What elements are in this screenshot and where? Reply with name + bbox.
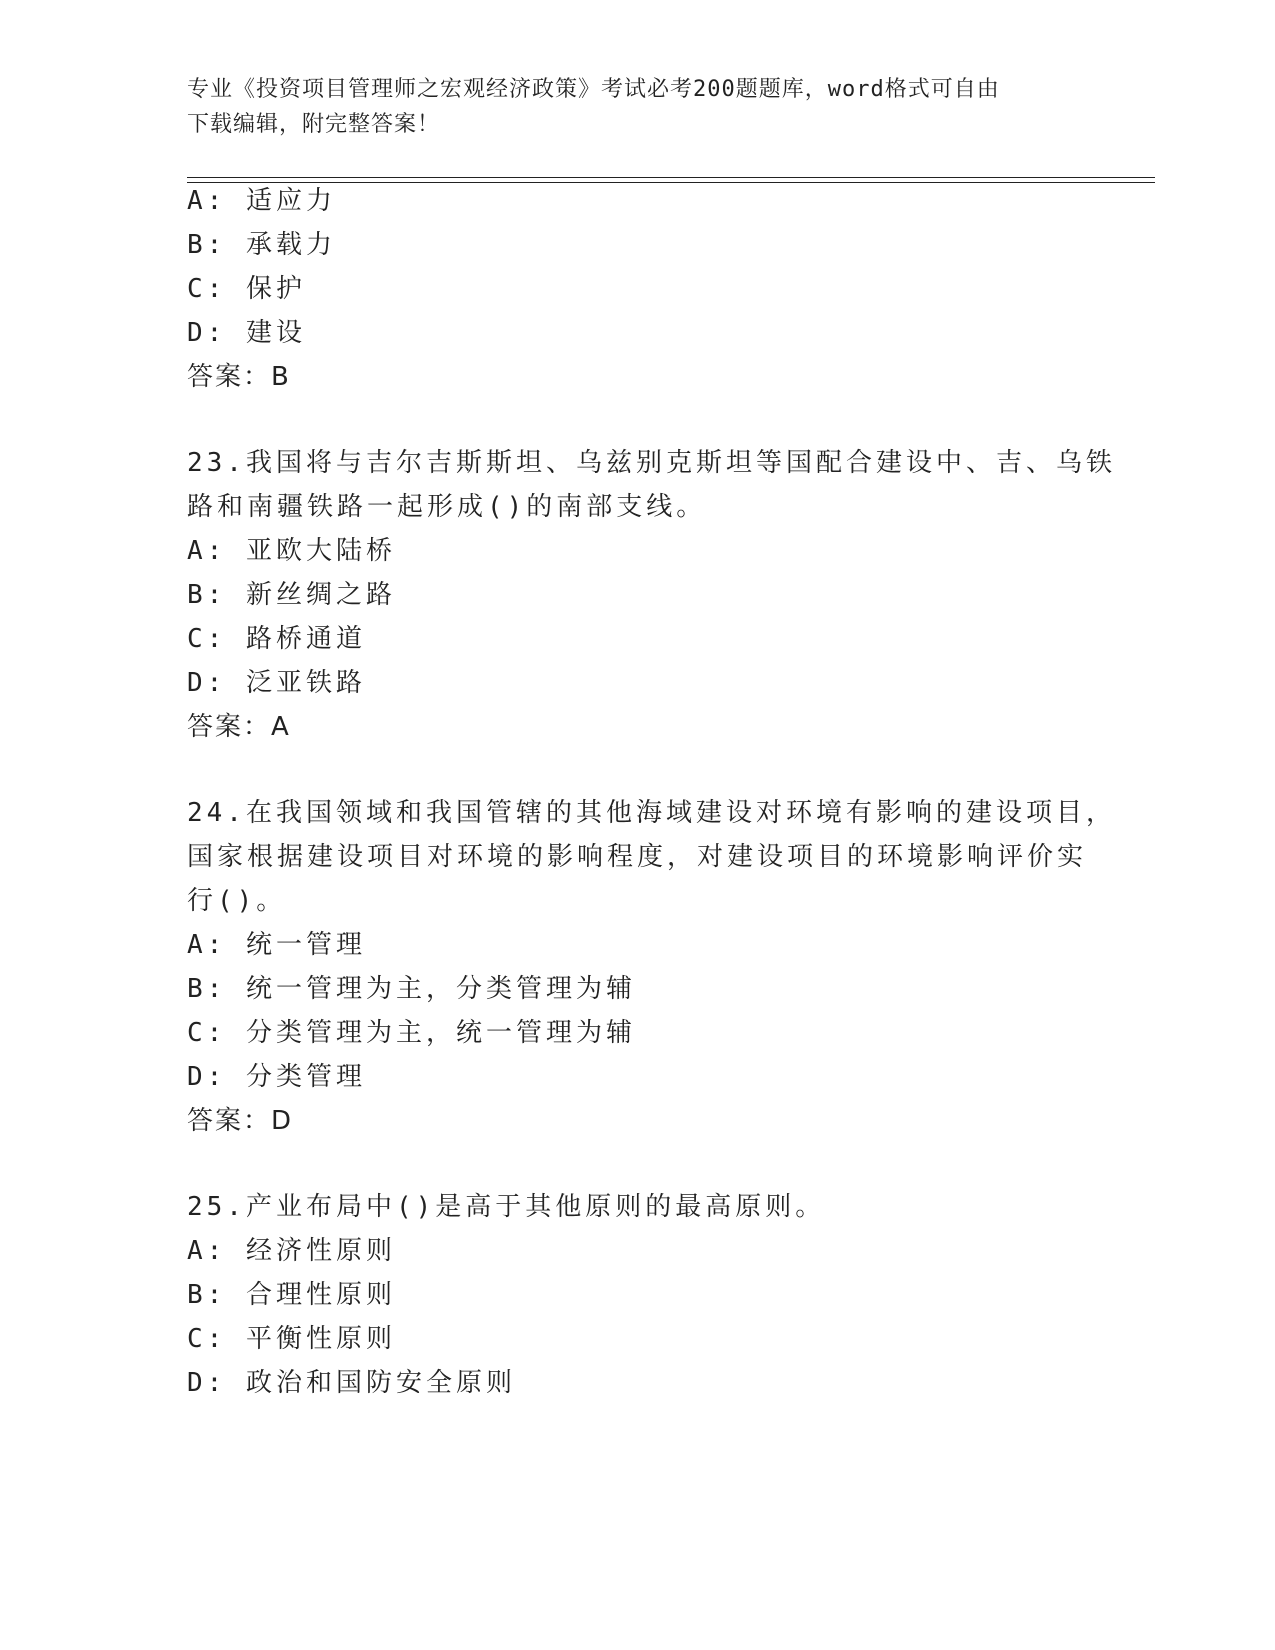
q24-option-a: A: 统一管理 — [187, 930, 366, 960]
prev-option-d: D: 建设 — [187, 318, 306, 348]
document-header — [187, 72, 1087, 142]
q24-option-c: C: 分类管理为主，统一管理为辅 — [187, 1018, 636, 1048]
prev-option-b: B: 承载力 — [187, 230, 336, 260]
q25-option-b: B: 合理性原则 — [187, 1280, 396, 1310]
q23-option-d: D: 泛亚铁路 — [187, 668, 366, 698]
header-line-1: 专业《投资项目管理师之宏观经济政策》考试必考200题题库，word格式可自由 — [187, 77, 1000, 102]
q23-answer: 答案：A — [187, 712, 291, 742]
q25-stem-line-1: 25.产业布局中()是高于其他原则的最高原则。 — [187, 1192, 826, 1222]
header-line-2: 下载编辑，附完整答案！ — [187, 112, 441, 137]
q23-stem-line-2: 路和南疆铁路一起形成()的南部支线。 — [187, 492, 707, 522]
q24-option-b: B: 统一管理为主，分类管理为辅 — [187, 974, 636, 1004]
q24-stem-line-3: 行()。 — [187, 886, 287, 916]
q23-stem-line-1: 23.我国将与吉尔吉斯斯坦、乌兹别克斯坦等国配合建设中、吉、乌铁 — [187, 448, 1116, 478]
prev-option-a: A: 适应力 — [187, 186, 336, 216]
q24-stem-line-1: 24.在我国领域和我国管辖的其他海域建设对环境有影响的建设项目， — [187, 798, 1116, 828]
prev-option-c: C: 保护 — [187, 274, 306, 304]
q24-stem-line-2: 国家根据建设项目对环境的影响程度，对建设项目的环境影响评价实 — [187, 842, 1088, 872]
q23-option-c: C: 路桥通道 — [187, 624, 366, 654]
q24-option-d: D: 分类管理 — [187, 1062, 366, 1092]
q24-answer: 答案：D — [187, 1106, 294, 1136]
q23-option-a: A: 亚欧大陆桥 — [187, 536, 396, 566]
header-divider-top — [187, 177, 1155, 178]
q23-option-b: B: 新丝绸之路 — [187, 580, 396, 610]
q25-option-c: C: 平衡性原则 — [187, 1324, 396, 1354]
q25-option-d: D: 政治和国防安全原则 — [187, 1368, 516, 1398]
header-divider-bottom — [187, 182, 1155, 183]
q25-option-a: A: 经济性原则 — [187, 1236, 396, 1266]
prev-answer: 答案：B — [187, 362, 291, 392]
